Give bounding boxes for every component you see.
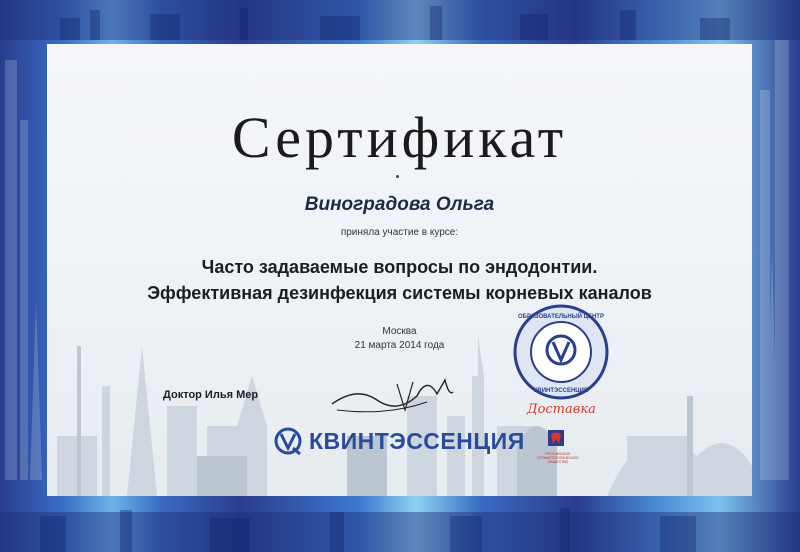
signatory-name: Доктор Илья Мер	[163, 389, 259, 401]
brand-name: КВИНТЭССЕНЦИЯ	[309, 427, 525, 454]
course-title-line-1: Часто задаваемые вопросы по эндодонтии.	[201, 257, 598, 277]
dental-society-logo	[531, 429, 585, 464]
dental-society-caption: РОССИЙСКОЕ СТОМАТОЛОГИЧЕСКОЕ ОБЩЕСТВО	[537, 452, 579, 464]
svg-text:КВИНТЭССЕНЦИЯ: КВИНТЭССЕНЦИЯ	[533, 388, 589, 394]
handwritten-signature	[327, 366, 457, 422]
city: Москва	[382, 326, 417, 337]
course-title	[47, 254, 752, 306]
brand-logo	[273, 424, 525, 458]
svg-text:ОБРАЗОВАТЕЛЬНЫЙ ЦЕНТР: ОБРАЗОВАТЕЛЬНЫЙ ЦЕНТР	[518, 314, 604, 320]
decorative-dot	[396, 175, 399, 178]
title-text: Сертификат	[231, 105, 568, 170]
certificate-body	[47, 44, 752, 496]
education-center-seal	[513, 304, 609, 400]
date: 21 марта 2014 года	[354, 340, 445, 351]
participation-text: приняла участие в курсе:	[340, 227, 459, 238]
quintessence-logo-icon	[273, 426, 303, 456]
partner-logo: Доставка	[527, 402, 596, 417]
certificate-title	[47, 104, 752, 171]
recipient-name: Виноградова Ольга	[304, 194, 495, 215]
tooth-icon	[547, 429, 565, 447]
course-title-line-2: Эффективная дезинфекция системы корневых каналов	[147, 283, 652, 303]
